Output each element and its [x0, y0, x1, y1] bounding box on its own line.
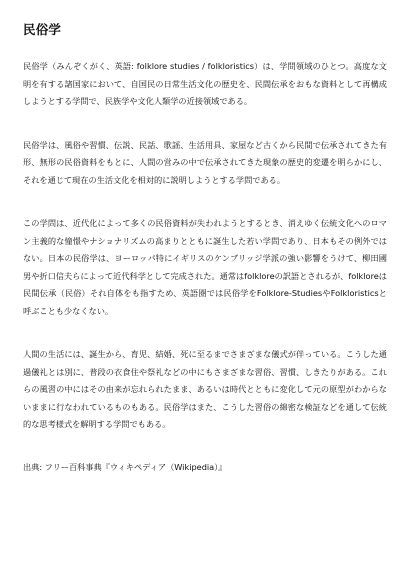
- paragraph-history: この学問は、近代化によって多くの民俗資料が失われようとするとき、消えゆく伝統文化へのロマン主義的な憧憬やナショナリズムの高まりとともに誕生した若い学問であり、日本もその例外ではない。日本の民俗学は、ヨーロッパ特にイギリスのケンブリッジ学派の強い影響をうけて、柳田國男や折口信夫らによって近代科学として完成された。通常はfolkloreの訳語とされるが、folkloreは民間伝承（民俗）それ自体をも指すため、英語圏では民俗学をFolklore-StudiesやFolkloristicsと呼ぶことも少なくない。: [23, 218, 387, 316]
- source-citation: 出典: フリー百科事典『ウィキペディア（Wikipedia）』: [23, 461, 227, 472]
- page-title: 民俗学: [23, 22, 62, 37]
- paragraph-scope: 民俗学は、風俗や習慣、伝説、民話、歌謡、生活用具、家屋など古くから民間で伝承されてきた有形、無形の民俗資料をもとに、人間の営みの中で伝承されてきた現象の歴史的変遷を明らかにし、それを通じて現在の生活文化を相対的に説明しようとする学問である。: [23, 139, 387, 185]
- paragraph-definition: 民俗学（みんぞくがく、英語: folklore studies / folkloristics）は、学問領域のひとつ。高度な文明を有する諸国家において、自国民の日常生活文化の歴史を、民間伝承をおもな資料として再構成しようとする学問で、民族学や文化人類学の近接領域である。: [23, 61, 387, 106]
- paragraph-customs: 人間の生活には、誕生から、育児、結婚、死に至るまでさまざまな儀式が伴っている。こうした通過儀礼とは別に、普段の衣食住や祭礼などの中にもさまざまな習俗、習慣、しきたりがある。これらの風習の中にはその由来が忘れられたまま、あるいは時代とともに変化して元の原型がわからないままに行なわれているものもある。民俗学はまた、こうした習俗の綿密な検証などを通して伝統的な思考様式を解明する学問でもある。: [23, 349, 387, 429]
